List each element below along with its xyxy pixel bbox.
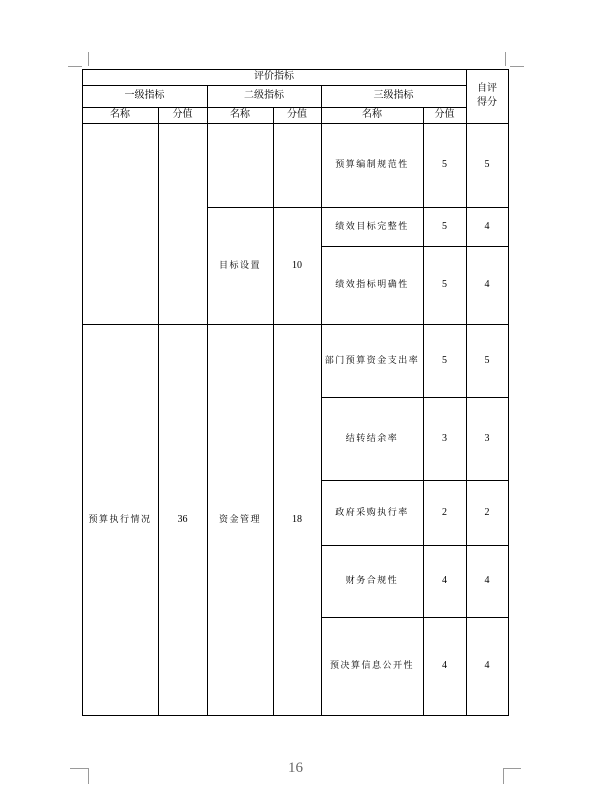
level3-name: 预算编制规范性 bbox=[335, 160, 409, 170]
crop-mark-top-left-v bbox=[88, 52, 89, 66]
header-level3-name: 名称 bbox=[362, 109, 382, 120]
header-level3: 三级指标 bbox=[373, 90, 414, 101]
level3-score: 5 bbox=[442, 220, 447, 232]
self-score: 4 bbox=[484, 220, 490, 232]
level3-score: 3 bbox=[442, 432, 447, 444]
self-score: 4 bbox=[484, 575, 490, 586]
level3-score: 4 bbox=[442, 660, 447, 671]
level3-name: 绩效指标明确性 bbox=[335, 280, 409, 290]
grid-line bbox=[82, 715, 509, 716]
level2-score bbox=[273, 123, 321, 207]
level3-name: 结转结余率 bbox=[345, 433, 399, 444]
header-self-score: 自评 得分 bbox=[477, 83, 497, 108]
level2-name: 目标设置 bbox=[218, 260, 261, 271]
header-level2-name: 名称 bbox=[230, 109, 250, 120]
level3-score: 4 bbox=[442, 575, 447, 586]
header-group-title: 评价指标 bbox=[254, 71, 294, 82]
level1-name bbox=[82, 123, 158, 324]
crop-mark-top-left-h bbox=[68, 66, 82, 67]
level3-score: 5 bbox=[442, 159, 447, 170]
grid-line bbox=[508, 69, 509, 716]
level3-score: 5 bbox=[442, 354, 447, 366]
self-score: 5 bbox=[484, 354, 490, 366]
page-number: 16 bbox=[288, 760, 303, 776]
level1-score: 36 bbox=[177, 513, 188, 525]
self-score: 2 bbox=[484, 506, 490, 518]
level3-name: 预决算信息公开性 bbox=[329, 661, 414, 671]
self-score: 3 bbox=[484, 432, 490, 444]
header-level2-score: 分值 bbox=[287, 109, 307, 120]
header-level1-score: 分值 bbox=[172, 109, 193, 120]
level3-name: 绩效目标完整性 bbox=[335, 221, 409, 232]
level3-name: 政府采购执行率 bbox=[335, 507, 409, 518]
level3-name: 财务合规性 bbox=[345, 576, 399, 586]
header-level1-name: 名称 bbox=[110, 109, 130, 120]
level1-score bbox=[158, 123, 207, 324]
level2-name bbox=[207, 123, 273, 207]
level3-name: 部门预算资金支出率 bbox=[324, 355, 420, 366]
level3-score: 2 bbox=[442, 506, 447, 518]
level2-name: 资金管理 bbox=[218, 514, 261, 525]
level3-score: 5 bbox=[442, 279, 447, 290]
header-level3-score: 分值 bbox=[434, 109, 455, 120]
crop-mark-top-right-h bbox=[510, 66, 524, 67]
header-level1: 一级指标 bbox=[124, 90, 165, 101]
self-score: 4 bbox=[484, 279, 490, 290]
self-score: 5 bbox=[484, 159, 490, 170]
level1-name: 预算执行情况 bbox=[88, 514, 152, 525]
self-score: 4 bbox=[484, 660, 490, 671]
level2-score: 18 bbox=[292, 513, 302, 525]
header-level2: 二级指标 bbox=[244, 90, 284, 101]
crop-mark-top-right-v bbox=[505, 52, 506, 66]
level2-score: 10 bbox=[292, 259, 302, 271]
